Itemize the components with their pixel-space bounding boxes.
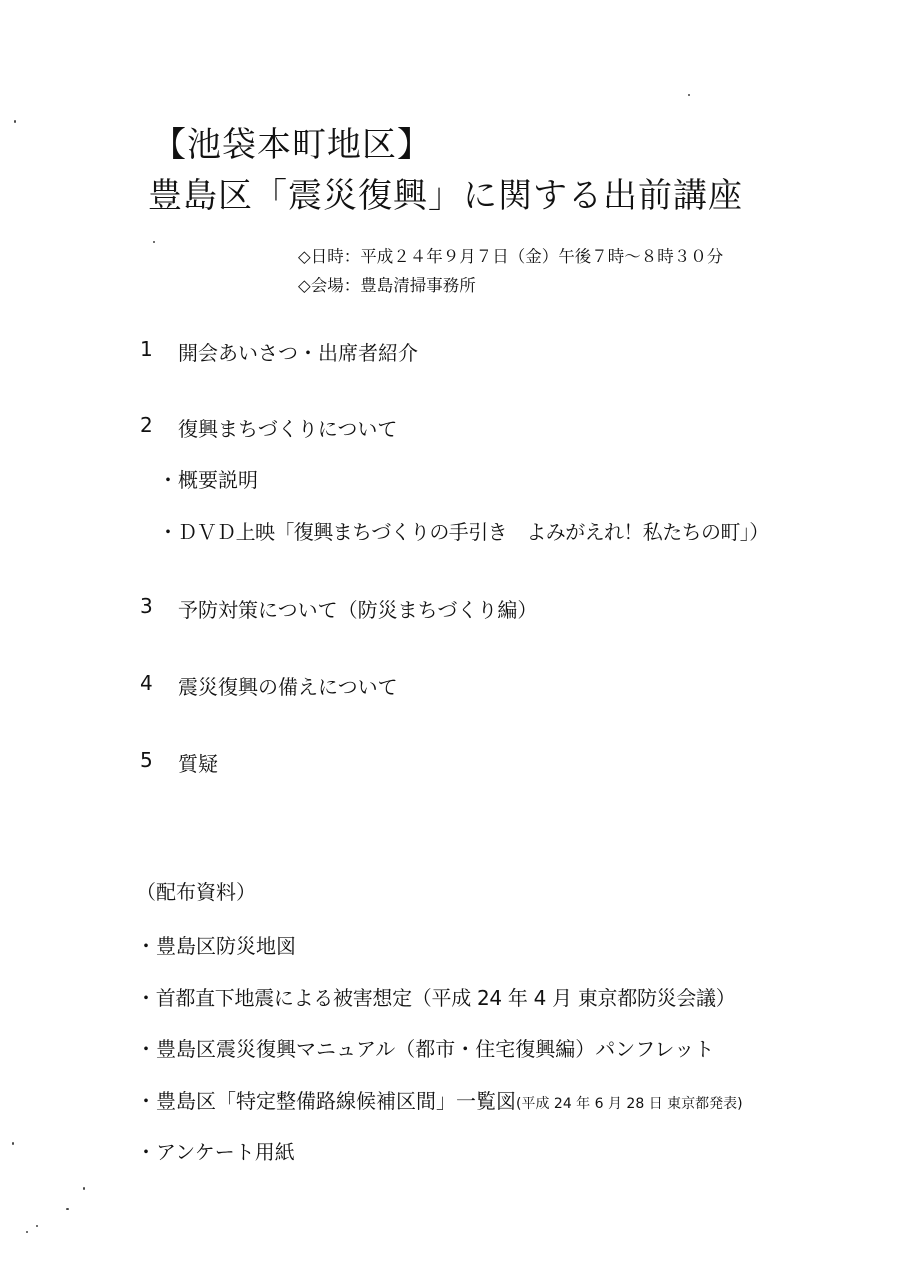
agenda-number: 3 <box>140 594 153 618</box>
agenda-item: 復興まちづくりについて <box>178 417 398 441</box>
scan-speck <box>66 1208 69 1210</box>
scan-speck <box>36 1225 38 1227</box>
agenda-item: 開会あいさつ・出席者紹介 <box>178 341 418 365</box>
venue-line: ◇会場：豊島清掃事務所 <box>298 276 476 295</box>
scan-speck <box>12 1142 14 1145</box>
material-item <box>136 1085 743 1114</box>
scan-speck <box>26 1231 28 1233</box>
title-district: 【池袋本町地区】 <box>152 125 432 165</box>
datetime-line: ◇日時：平成２４年９月７日（金）午後７時～８時３０分 <box>298 247 724 266</box>
agenda-number: 1 <box>140 337 153 361</box>
agenda-subitem: ・ＤＶＤ上映「復興まちづくりの手引き よみがえれ！私たちの町」） <box>158 520 769 544</box>
material-item: ・豊島区防災地図 <box>136 934 296 958</box>
agenda-subitem: ・概要説明 <box>158 468 258 492</box>
material-item: ・首都直下地震による被害想定（平成 24 年 4 月 東京都防災会議） <box>136 986 736 1010</box>
material-item: ・豊島区震災復興マニュアル（都市・住宅復興編）パンフレット <box>136 1037 715 1061</box>
agenda-item: 質疑 <box>178 752 218 776</box>
material-item-label: ・豊島区「特定整備路線候補区間」一覧図 <box>136 1089 516 1113</box>
agenda-number: 2 <box>140 413 153 437</box>
page-title: 豊島区「震災復興」に関する出前講座 <box>148 176 743 216</box>
scan-speck <box>83 1187 85 1190</box>
scan-speck <box>153 241 155 243</box>
material-item: ・アンケート用紙 <box>136 1140 295 1164</box>
agenda-item: 予防対策について（防災まちづくり編） <box>178 598 538 622</box>
agenda-number: 4 <box>140 671 153 695</box>
agenda-number: 5 <box>140 748 153 772</box>
agenda-item: 震災復興の備えについて <box>178 675 398 699</box>
materials-heading: （配布資料） <box>136 880 256 904</box>
scan-speck <box>688 94 690 96</box>
material-item-note: (平成 24 年 6 月 28 日 東京都発表) <box>516 1096 743 1112</box>
scan-speck <box>14 120 16 123</box>
